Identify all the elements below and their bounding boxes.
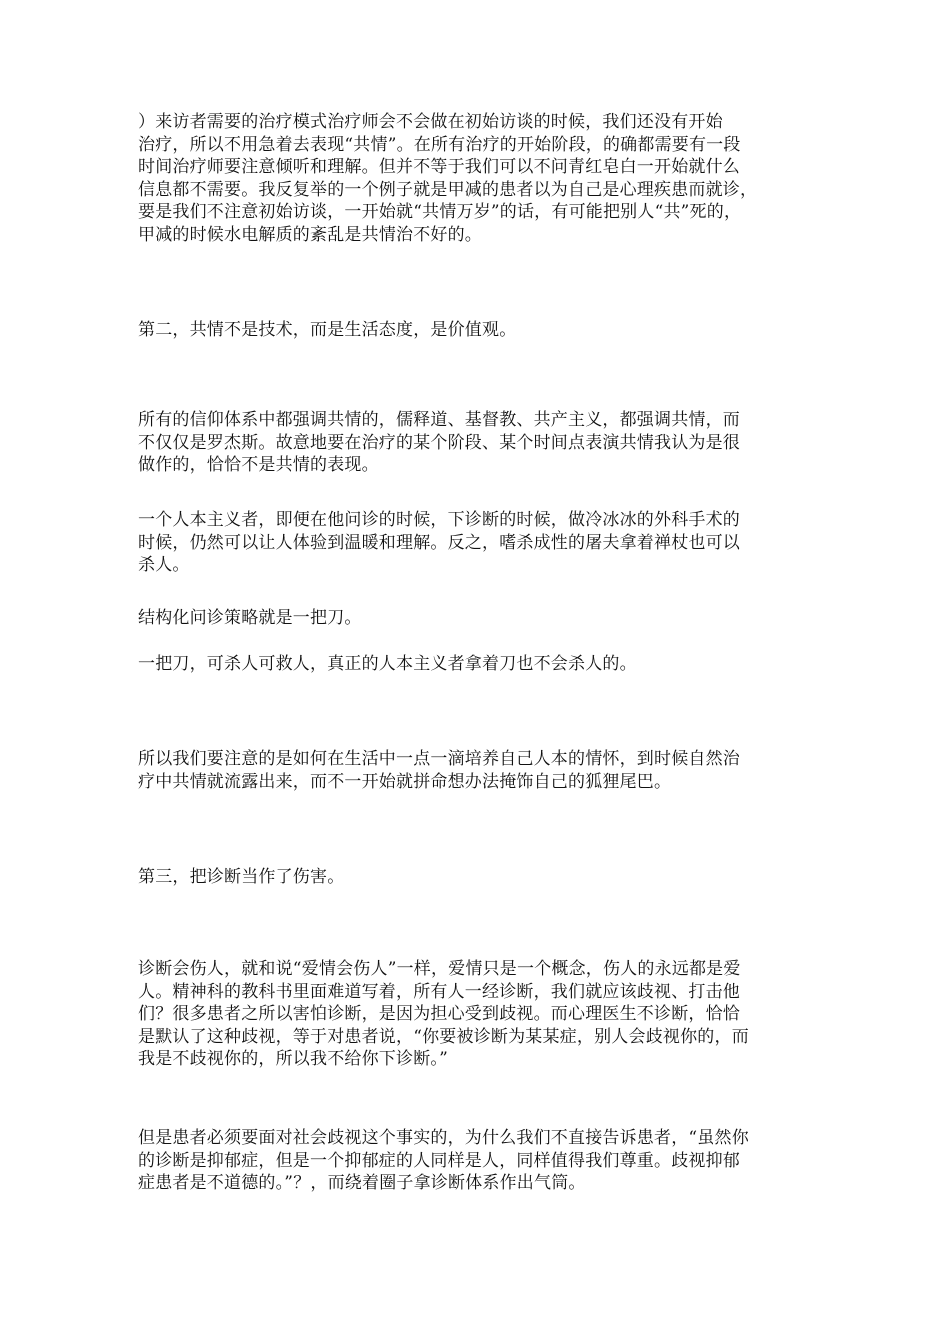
heading-point-three bbox=[138, 866, 818, 889]
text-line: 第二，共情不是技术，而是生活态度，是价值观。 bbox=[138, 320, 517, 340]
text-line: 症患者是不道德的。”？，而绕着圈子拿诊断体系作出气筒。 bbox=[138, 1173, 586, 1193]
text-line: 疗中共情就流露出来，而不一开始就拼命想办法掩饰自己的狐狸尾巴。 bbox=[138, 771, 672, 792]
paragraph-knife bbox=[138, 607, 818, 630]
paragraph-cultivate bbox=[138, 748, 818, 793]
text-line: 第三，把诊断当作了伤害。 bbox=[138, 867, 345, 887]
text-line: 的诊断是抑郁症，但是一个抑郁症的人同样是人，同样值得我们尊重。歧视抑郁 bbox=[138, 1150, 740, 1171]
paragraph-humanist bbox=[138, 509, 818, 577]
paragraph-diagnosis-harm bbox=[138, 958, 818, 1071]
text-line: 时间治疗师要注意倾听和理解。但并不等于我们可以不问青红皂白一开始就什么 bbox=[138, 157, 740, 177]
text-line: 我是不歧视你的，所以我不给你下诊断。” bbox=[138, 1049, 448, 1069]
text-line: 治疗，所以不用急着去表现“共情”。在所有治疗的开始阶段，的确都需要有一段 bbox=[138, 134, 741, 155]
text-line: 人。精神科的教科书里面难道写着，所有人一经诊断，我们就应该歧视、打击他 bbox=[138, 981, 740, 1002]
text-line: 杀人。 bbox=[138, 555, 190, 575]
text-line: 不仅仅是罗杰斯。故意地要在治疗的某个阶段、某个时间点表演共情我认为是很 bbox=[138, 432, 740, 453]
paragraph-belief-systems bbox=[138, 409, 818, 477]
text-line: 是默认了这种歧视，等于对患者说，“你要被诊断为某某症，别人会歧视你的，而 bbox=[138, 1026, 749, 1047]
text-line: 诊断会伤人，就和说“爱情会伤人”一样，爱情只是一个概念，伤人的永远都是爱 bbox=[138, 959, 741, 979]
text-line: 一把刀，可杀人可救人，真正的人本主义者拿着刀也不会杀人的。 bbox=[138, 654, 637, 674]
text-line: ）来访者需要的治疗模式治疗师会不会做在初始访谈的时候，我们还没有开始 bbox=[138, 112, 723, 132]
text-line: 所以我们要注意的是如何在生活中一点一滴培养自己人本的情怀，到时候自然治 bbox=[138, 749, 740, 769]
text-line: 时候，仍然可以让人体验到温暖和理解。反之，嗜杀成性的屠夫拿着禅杖也可以 bbox=[138, 532, 740, 553]
text-line: 信息都不需要。我反复举的一个例子就是甲减的患者以为自己是心理疾患而就诊， bbox=[138, 179, 758, 200]
paragraph-discrimination bbox=[138, 1127, 818, 1195]
text-line: 但是患者必须要面对社会歧视这个事实的，为什么我们不直接告诉患者，“虽然你 bbox=[138, 1128, 749, 1148]
text-line: 要是我们不注意初始访谈，一开始就“共情万岁”的话，有可能把别人“共”死的， bbox=[138, 202, 742, 222]
heading-point-two bbox=[138, 319, 818, 342]
paragraph-intro bbox=[138, 111, 818, 246]
text-line: 们？很多患者之所以害怕诊断，是因为担心受到歧视。而心理医生不诊断，恰恰 bbox=[138, 1004, 740, 1024]
text-line: 一个人本主义者，即便在他问诊的时候，下诊断的时候，做冷冰冰的外科手术的 bbox=[138, 510, 740, 530]
text-line: 甲减的时候水电解质的紊乱是共情治不好的。 bbox=[138, 224, 482, 245]
paragraph-knife-saves bbox=[138, 653, 818, 676]
text-line: 所有的信仰体系中都强调共情的，儒释道、基督教、共产主义，都强调共情，而 bbox=[138, 410, 740, 430]
text-line: 做作的，恰恰不是共情的表现。 bbox=[138, 455, 379, 475]
text-line: 结构化问诊策略就是一把刀。 bbox=[138, 608, 362, 628]
